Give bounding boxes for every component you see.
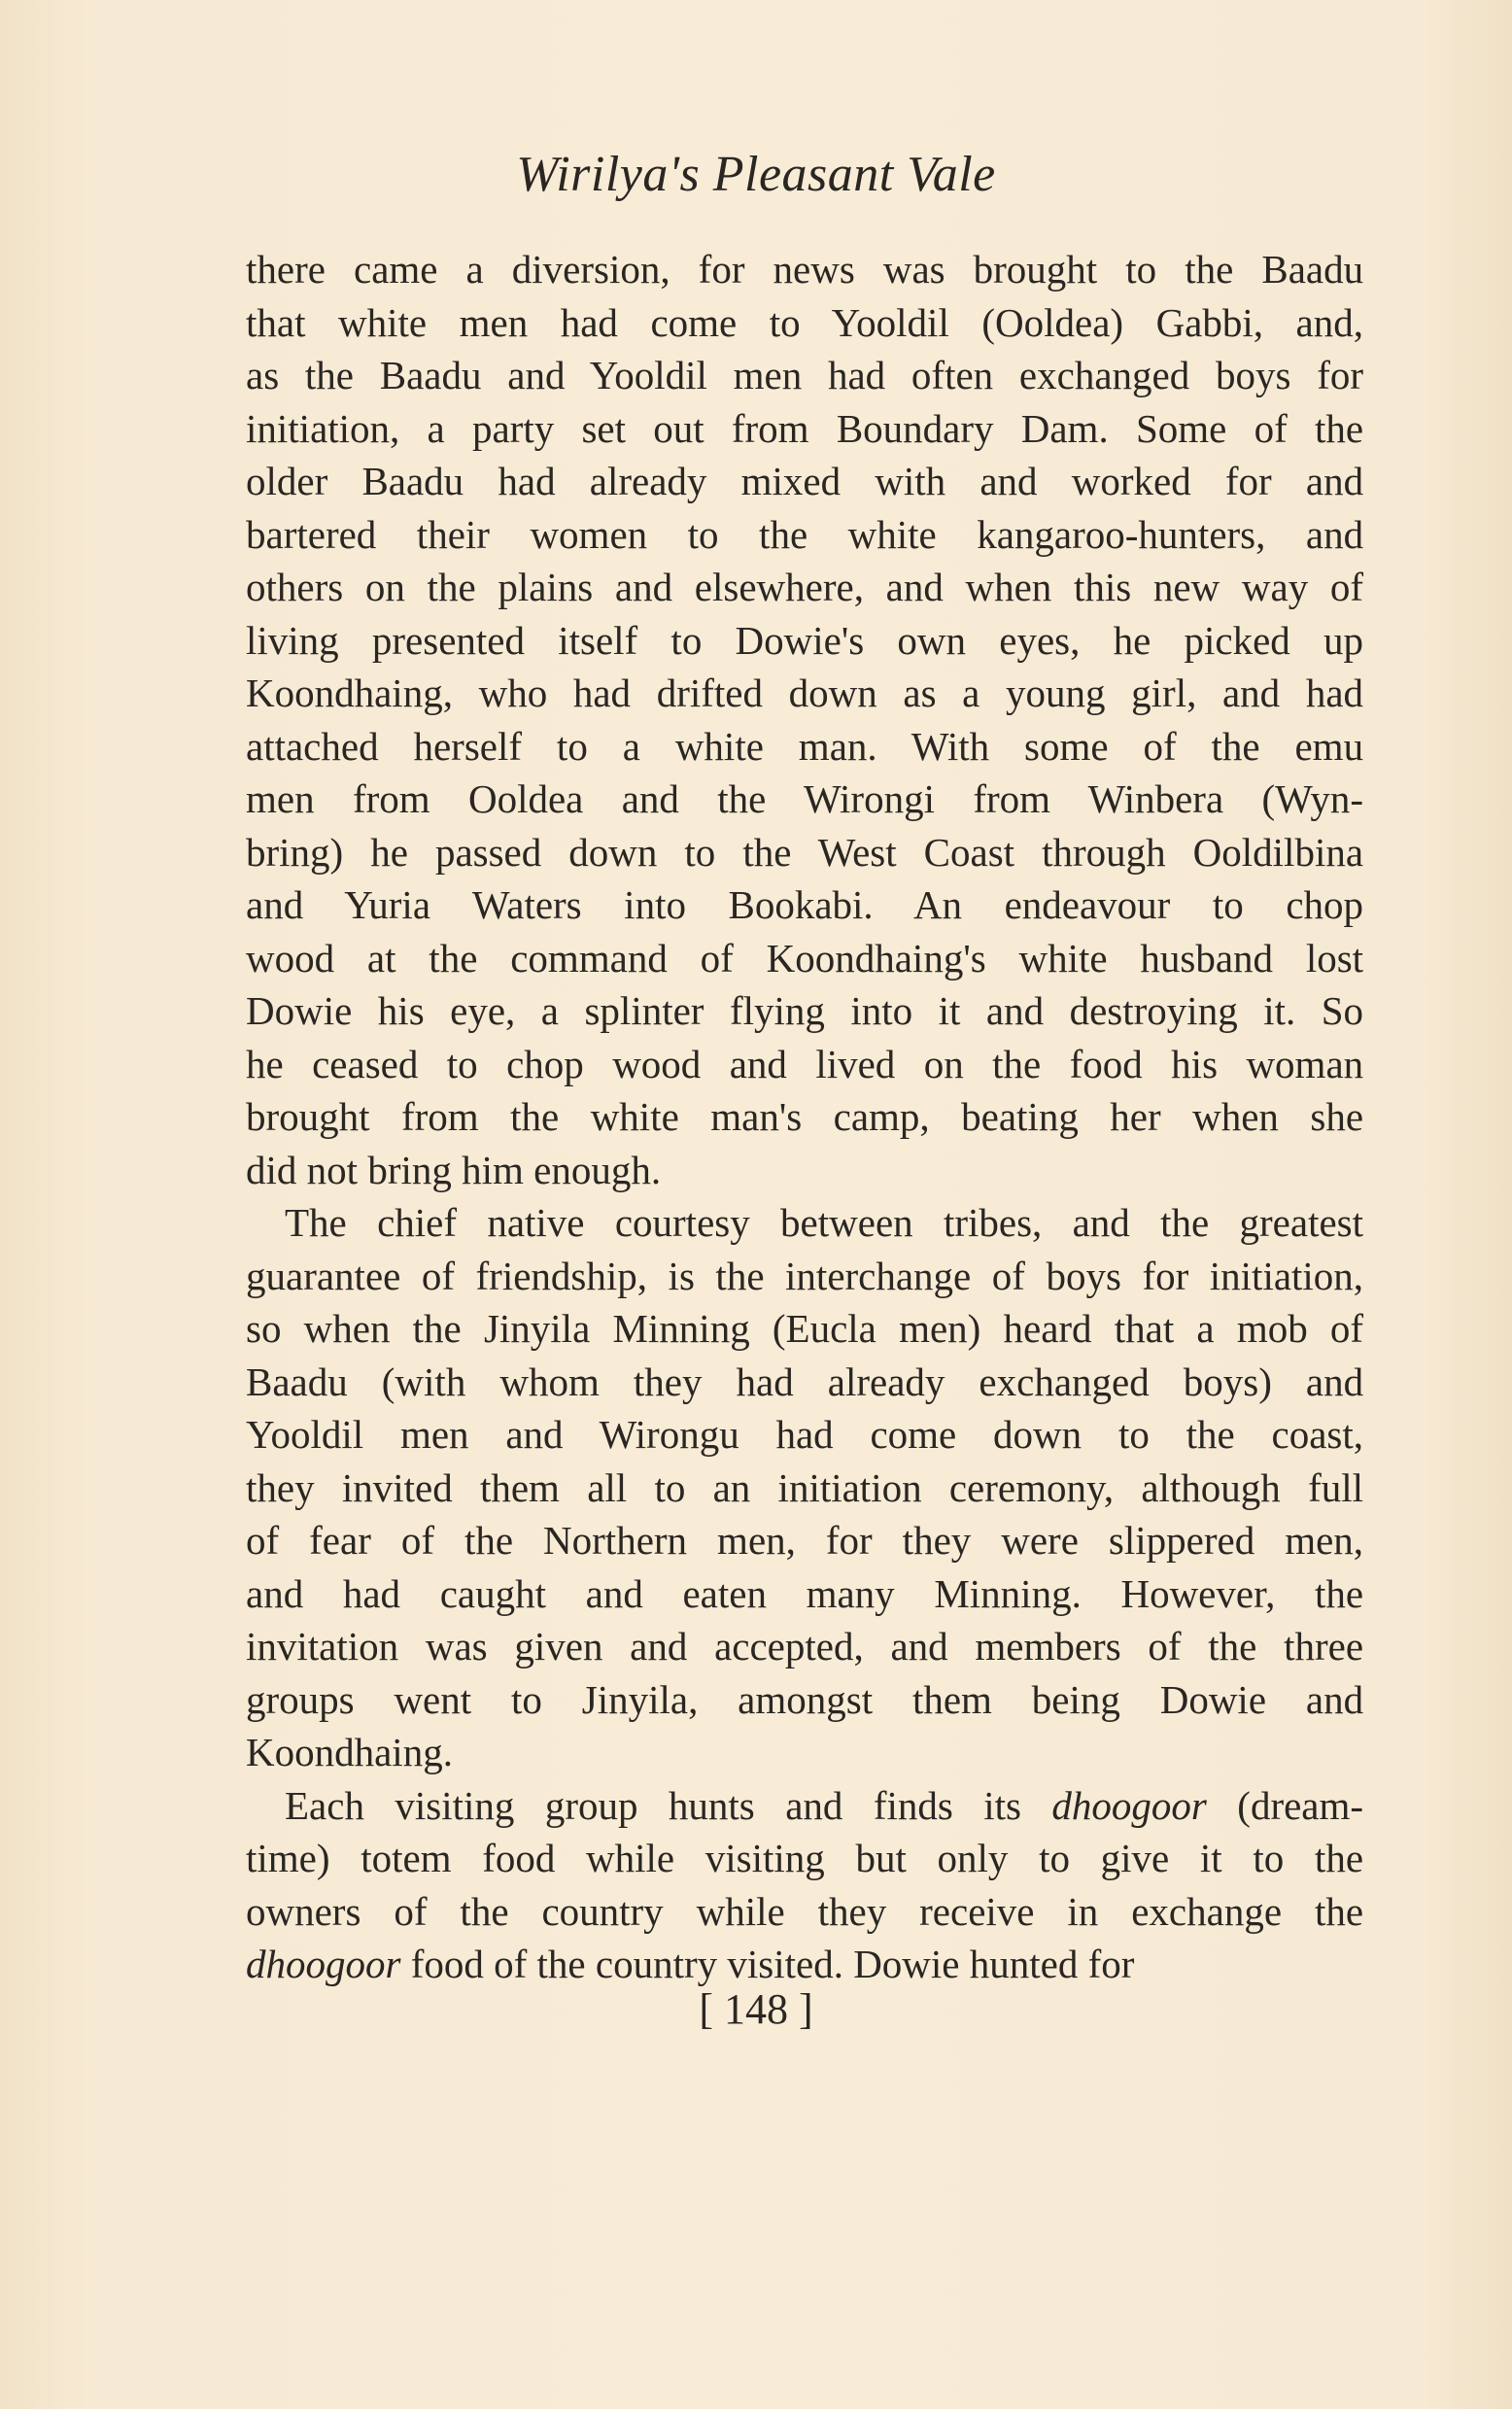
text-line: initiation, a party set out from Boundary Dam. Some of the (246, 405, 1364, 451)
text-line: there came a diversion, for news was brought to the Baadu (246, 247, 1364, 292)
text-line: Baadu (with whom they had already exchanged boys) and (246, 1359, 1364, 1404)
paragraph (246, 1779, 1363, 1991)
text-line: and had caught and eaten many Minning. However, the (246, 1570, 1364, 1616)
text-line: bring) he passed down to the West Coast through Ooldilbina (246, 829, 1364, 875)
paragraph (246, 243, 1363, 1196)
text-line: dhoogoor food of the country visited. Dowie hunted for (246, 1942, 1135, 1986)
text-line: living presented itself to Dowie's own eyes, he picked up (246, 617, 1364, 663)
text-line: did not bring him enough. (246, 1147, 662, 1192)
text-line: guarantee of friendship, is the interchange of boys for initiation, (246, 1253, 1364, 1298)
text-line: brought from the white man's camp, beating her when she (246, 1094, 1364, 1139)
text-line: others on the plains and elsewhere, and when this new way of (246, 565, 1364, 609)
text-line: he ceased to chop wood and lived on the food his woman (246, 1041, 1364, 1086)
text-line: they invited them all to an initiation ceremony, although full (246, 1464, 1363, 1510)
text-line: and Yuria Waters into Bookabi. An endeavour to chop (246, 882, 1364, 927)
text-line: groups went to Jinyila, amongst them being Dowie and (246, 1676, 1364, 1722)
text-line: bartered their women to the white kangaroo-hunters, and (246, 511, 1364, 557)
text-line: that white men had come to Yooldil (Ooldea) Gabbi, and, (246, 299, 1363, 345)
text-line: Koondhaing. (246, 1730, 453, 1774)
text-line: attached herself to a white man. With some of the emu (246, 723, 1364, 769)
text-line: invitation was given and accepted, and members of the three (246, 1624, 1364, 1669)
page-number: [ 148 ] (699, 1985, 813, 2033)
text-line: Each visiting group hunts and finds its dhoogoor (dream- (285, 1782, 1364, 1828)
body-text (246, 243, 1363, 1991)
text-line: of fear of the Northern men, for they were slippered men, (246, 1518, 1364, 1563)
text-line: Dowie his eye, a splinter flying into it and destroying it. So (246, 988, 1364, 1033)
text-line: owners of the country while they receive in exchange the (246, 1888, 1364, 1934)
text-line: time) totem food while visiting but only to give it to the (246, 1836, 1364, 1880)
text-line: older Baadu had already mixed with and worked for and (246, 459, 1364, 503)
paragraph (246, 1196, 1363, 1779)
text-line: as the Baadu and Yooldil men had often exchanged boys for (246, 353, 1363, 397)
text-line: wood at the command of Koondhaing's white husband lost (246, 935, 1364, 981)
running-head: Wirilya's Pleasant Vale (516, 147, 996, 202)
text-line: Yooldil men and Wirongu had come down to the coast, (246, 1412, 1363, 1457)
text-line: The chief native courtesy between tribes, and the greatest (285, 1200, 1364, 1245)
text-line: so when the Jinyila Minning (Eucla men) heard that a mob of (246, 1306, 1364, 1351)
text-line: men from Ooldea and the Wirongi from Winbera (Wyn- (246, 776, 1364, 821)
text-line: Koondhaing, who had drifted down as a young girl, and had (246, 671, 1364, 715)
